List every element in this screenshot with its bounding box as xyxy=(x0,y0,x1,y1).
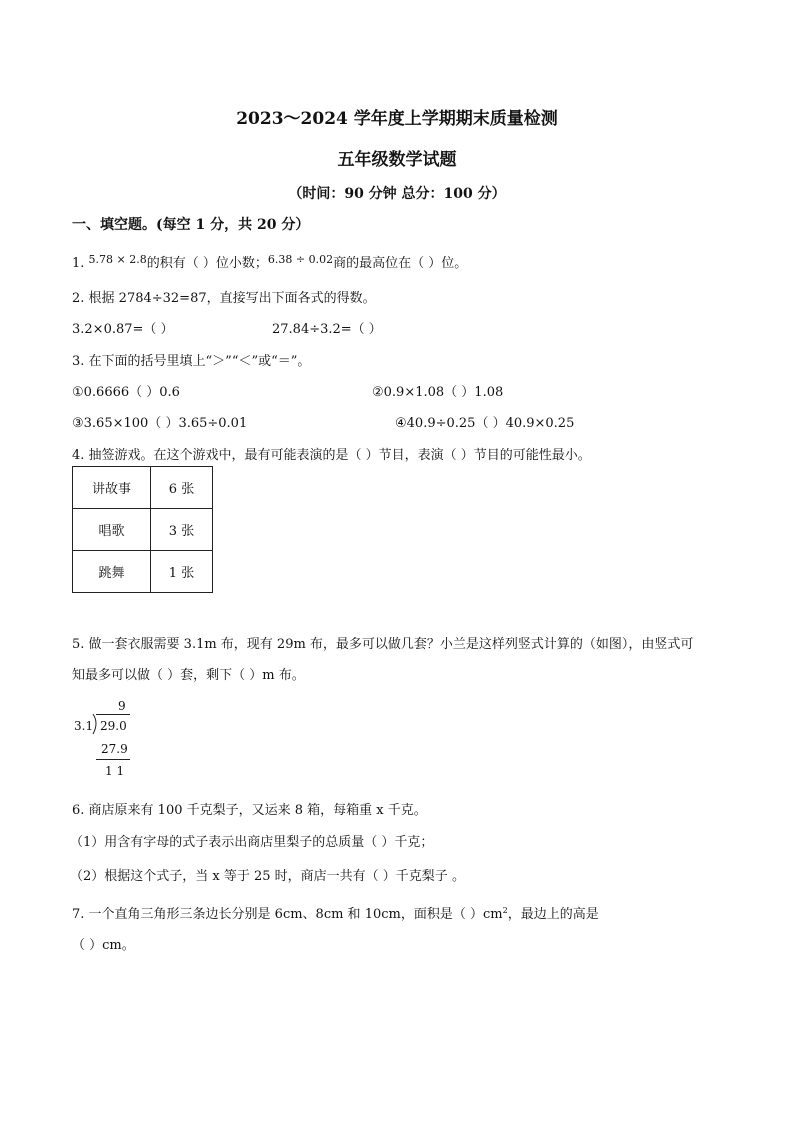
q7-text-1: 7. 一个直角三角形三条边长分别是 6cm、8cm 和 10cm，面积是（ ）cm xyxy=(72,907,503,922)
q3-item-c: ③3.65×100（ ）3.65÷0.01 xyxy=(72,416,248,431)
table-cell-item: 唱歌 xyxy=(73,509,151,551)
table-cell-item: 讲故事 xyxy=(73,467,151,509)
q5-line-2: 知最多可以做（ ）套，剩下（ ）m 布。 xyxy=(72,668,305,683)
table-row xyxy=(73,467,213,509)
table-cell-count: 1 张 xyxy=(151,551,213,593)
q6-sub-1: （1）用含有字母的式子表示出商店里梨子的总质量（ ）千克； xyxy=(70,835,434,850)
division-product: 27.9 xyxy=(101,742,128,756)
question-6: 6. 商店原来有 100 千克梨子，又运来 8 箱，每箱重 x 千克。 xyxy=(72,803,427,818)
division-divisor: 3.1 xyxy=(74,719,94,733)
exam-info: （时间：90 分钟 总分：100 分） xyxy=(288,186,506,202)
table-cell-count: 6 张 xyxy=(151,467,213,509)
lottery-table xyxy=(72,466,213,593)
q2-item-a: 3.2×0.87=（ ） xyxy=(72,322,174,337)
table-cell-item: 跳舞 xyxy=(73,551,151,593)
question-4: 4. 抽签游戏。在这个游戏中，最有可能表演的是（ ）节目，表演（ ）节目的可能性最小。 xyxy=(72,448,591,463)
q1-expression-1: 5.78 × 2.8 xyxy=(88,253,147,266)
q1-text-2: 商的最高位在（ ）位。 xyxy=(333,256,468,271)
division-remainder: 1 1 xyxy=(105,764,125,778)
division-subtract-line xyxy=(96,759,130,760)
division-bar xyxy=(96,714,130,715)
q3-item-b: ②0.9×1.08（ ）1.08 xyxy=(372,385,504,400)
q3-item-d: ④40.9÷0.25（ ）40.9×0.25 xyxy=(395,416,575,431)
q1-number: 1. xyxy=(72,256,85,271)
q2-item-b: 27.84÷3.2=（ ） xyxy=(272,322,382,337)
question-2: 2. 根据 2784÷32=87，直接写出下面各式的得数。 xyxy=(72,291,376,306)
q6-sub-2: （2）根据这个式子，当 x 等于 25 时，商店一共有（ ）千克梨子 。 xyxy=(70,869,465,884)
q3-item-a: ①0.6666（ ）0.6 xyxy=(72,385,180,400)
question-1 xyxy=(72,252,467,271)
table-row xyxy=(73,509,213,551)
q7-superscript: 2 xyxy=(502,906,508,915)
division-quotient: 9 xyxy=(118,699,126,713)
section-heading: 一、填空题。(每空 1 分，共 20 分） xyxy=(72,217,310,233)
exam-title: 2023～2024 学年度上学期期末质量检测 xyxy=(236,109,558,129)
question-5: 5. 做一套衣服需要 3.1m 布，现有 29m 布，最多可以做几套？小兰是这样列竖式计算的（如图），由竖式可 xyxy=(72,637,694,652)
exam-subtitle: 五年级数学试题 xyxy=(337,150,457,170)
table-cell-count: 3 张 xyxy=(151,509,213,551)
q7-text-2: ，最边上的高是 xyxy=(507,907,599,922)
q7-line-2: （ ）cm。 xyxy=(72,938,135,953)
question-3: 3. 在下面的括号里填上“＞”“＜”或“＝”。 xyxy=(72,354,311,369)
question-7 xyxy=(72,903,599,922)
q1-text-1: 的积有（ ）位小数； xyxy=(146,256,268,271)
table-row xyxy=(73,551,213,593)
q1-expression-2: 6.38 ÷ 0.02 xyxy=(267,253,334,266)
division-bracket xyxy=(91,713,100,735)
division-dividend: 29.0 xyxy=(100,719,127,733)
